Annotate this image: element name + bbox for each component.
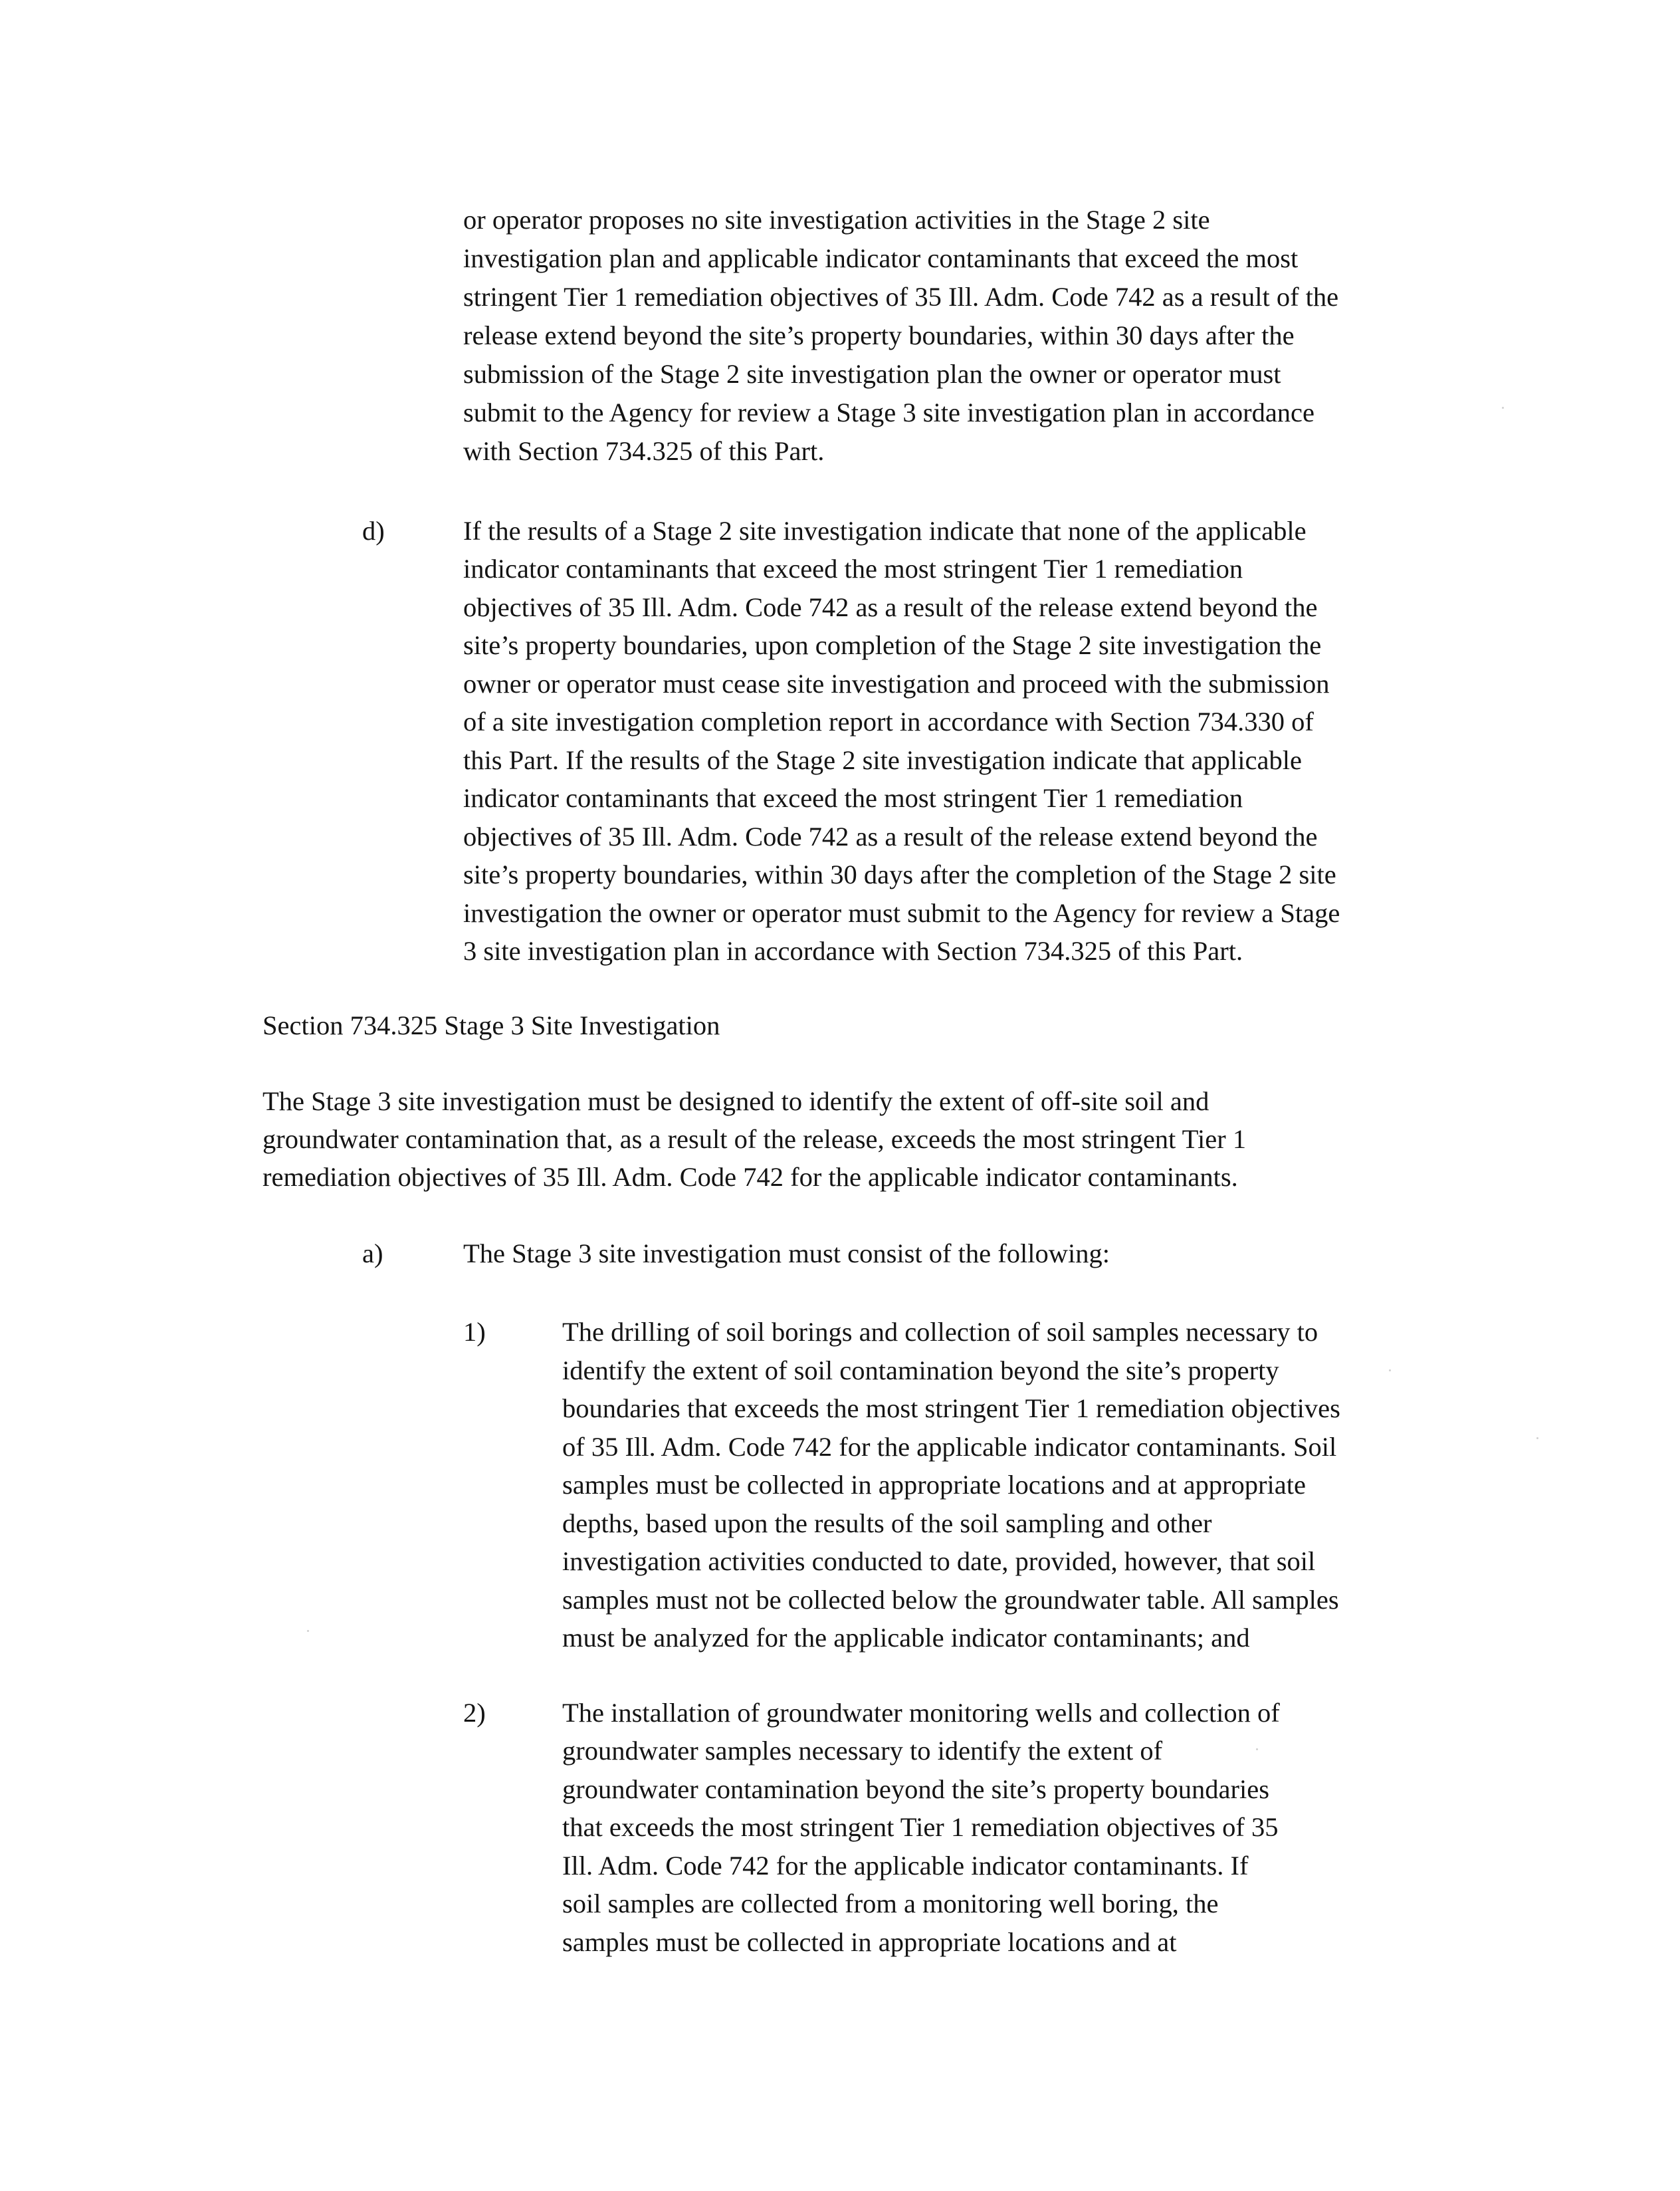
text-line: The installation of groundwater monitoring wells and collection of: [562, 1698, 1280, 1728]
text-line: The Stage 3 site investigation must be designed to identify the extent of off-site soil and: [262, 1086, 1209, 1116]
text-line: release extend beyond the site’s property boundaries, within 30 days after the: [463, 320, 1295, 350]
text-line: samples must be collected in appropriate locations and at appropriate: [562, 1470, 1306, 1500]
speck: [1536, 1437, 1538, 1439]
text-line: this Part. If the results of the Stage 2 site investigation indicate that applicable: [463, 745, 1302, 775]
speck: [1389, 1369, 1391, 1371]
text-line: Ill. Adm. Code 742 for the applicable indicator contaminants. If: [562, 1851, 1249, 1881]
text-line: If the results of a Stage 2 site investigation indicate that none of the applicable: [463, 516, 1307, 546]
text-line: of 35 Ill. Adm. Code 742 for the applicable indicator contaminants. Soil: [562, 1432, 1337, 1462]
text-line: investigation plan and applicable indicator contaminants that exceed the most: [463, 243, 1299, 273]
subitem-marker: 2): [463, 1698, 486, 1728]
text-line: must be analyzed for the applicable indicator contaminants; and: [562, 1623, 1250, 1653]
text-line: soil samples are collected from a monitoring well boring, the: [562, 1889, 1219, 1918]
text-line: investigation activities conducted to date, provided, however, that soil: [562, 1546, 1316, 1576]
text-line: indicator contaminants that exceed the most stringent Tier 1 remediation: [463, 554, 1243, 584]
text-line: of a site investigation completion report in accordance with Section 734.330 of: [463, 707, 1314, 737]
speck: [1256, 1748, 1258, 1750]
text-line: submission of the Stage 2 site investigation plan the owner or operator must: [463, 359, 1281, 389]
text-line: objectives of 35 Ill. Adm. Code 742 as a result of the release extend beyond the: [463, 592, 1318, 622]
text-line: samples must not be collected below the groundwater table. All samples: [562, 1585, 1339, 1615]
text-line: samples must be collected in appropriate locations and at: [562, 1927, 1177, 1957]
text-line: depths, based upon the results of the soil sampling and other: [562, 1508, 1212, 1538]
item-marker: a): [362, 1238, 383, 1268]
text-line: The drilling of soil borings and collection of soil samples necessary to: [562, 1317, 1318, 1347]
subitem-marker: 1): [463, 1317, 486, 1347]
text-line: groundwater contamination beyond the site’s property boundaries: [562, 1774, 1269, 1804]
item-marker: d): [362, 516, 385, 546]
text-line: 3 site investigation plan in accordance with Section 734.325 of this Part.: [463, 936, 1243, 966]
text-line: that exceeds the most stringent Tier 1 remediation objectives of 35: [562, 1812, 1279, 1842]
text-line: remediation objectives of 35 Ill. Adm. Code 742 for the applicable indicator contaminants.: [262, 1162, 1238, 1192]
text-line: groundwater samples necessary to identify the extent of: [562, 1736, 1163, 1766]
text-line: indicator contaminants that exceed the most stringent Tier 1 remediation: [463, 783, 1243, 813]
text-line: site’s property boundaries, upon completion of the Stage 2 site investigation the: [463, 630, 1322, 660]
text-line: investigation the owner or operator must submit to the Agency for review a Stage: [463, 898, 1340, 928]
text-line: or operator proposes no site investigation activities in the Stage 2 site: [463, 205, 1210, 235]
speck: [1502, 407, 1504, 409]
section-heading: Section 734.325 Stage 3 Site Investigation: [262, 1010, 720, 1040]
text-line: stringent Tier 1 remediation objectives of 35 Ill. Adm. Code 742 as a result of the: [463, 282, 1339, 312]
speck: [307, 1630, 309, 1632]
text-line: site’s property boundaries, within 30 days after the completion of the Stage 2 site: [463, 860, 1336, 889]
text-line: identify the extent of soil contamination beyond the site’s property: [562, 1355, 1279, 1385]
text-line: owner or operator must cease site investigation and proceed with the submission: [463, 669, 1330, 699]
text-line: with Section 734.325 of this Part.: [463, 436, 825, 466]
text-line: objectives of 35 Ill. Adm. Code 742 as a result of the release extend beyond the: [463, 822, 1318, 852]
text-line: groundwater contamination that, as a result of the release, exceeds the most stringent Tier 1: [262, 1124, 1247, 1154]
text-line: boundaries that exceeds the most stringent Tier 1 remediation objectives: [562, 1393, 1340, 1423]
text-line: submit to the Agency for review a Stage 3 site investigation plan in accordance: [463, 398, 1314, 427]
text-line: The Stage 3 site investigation must consist of the following:: [463, 1238, 1110, 1268]
